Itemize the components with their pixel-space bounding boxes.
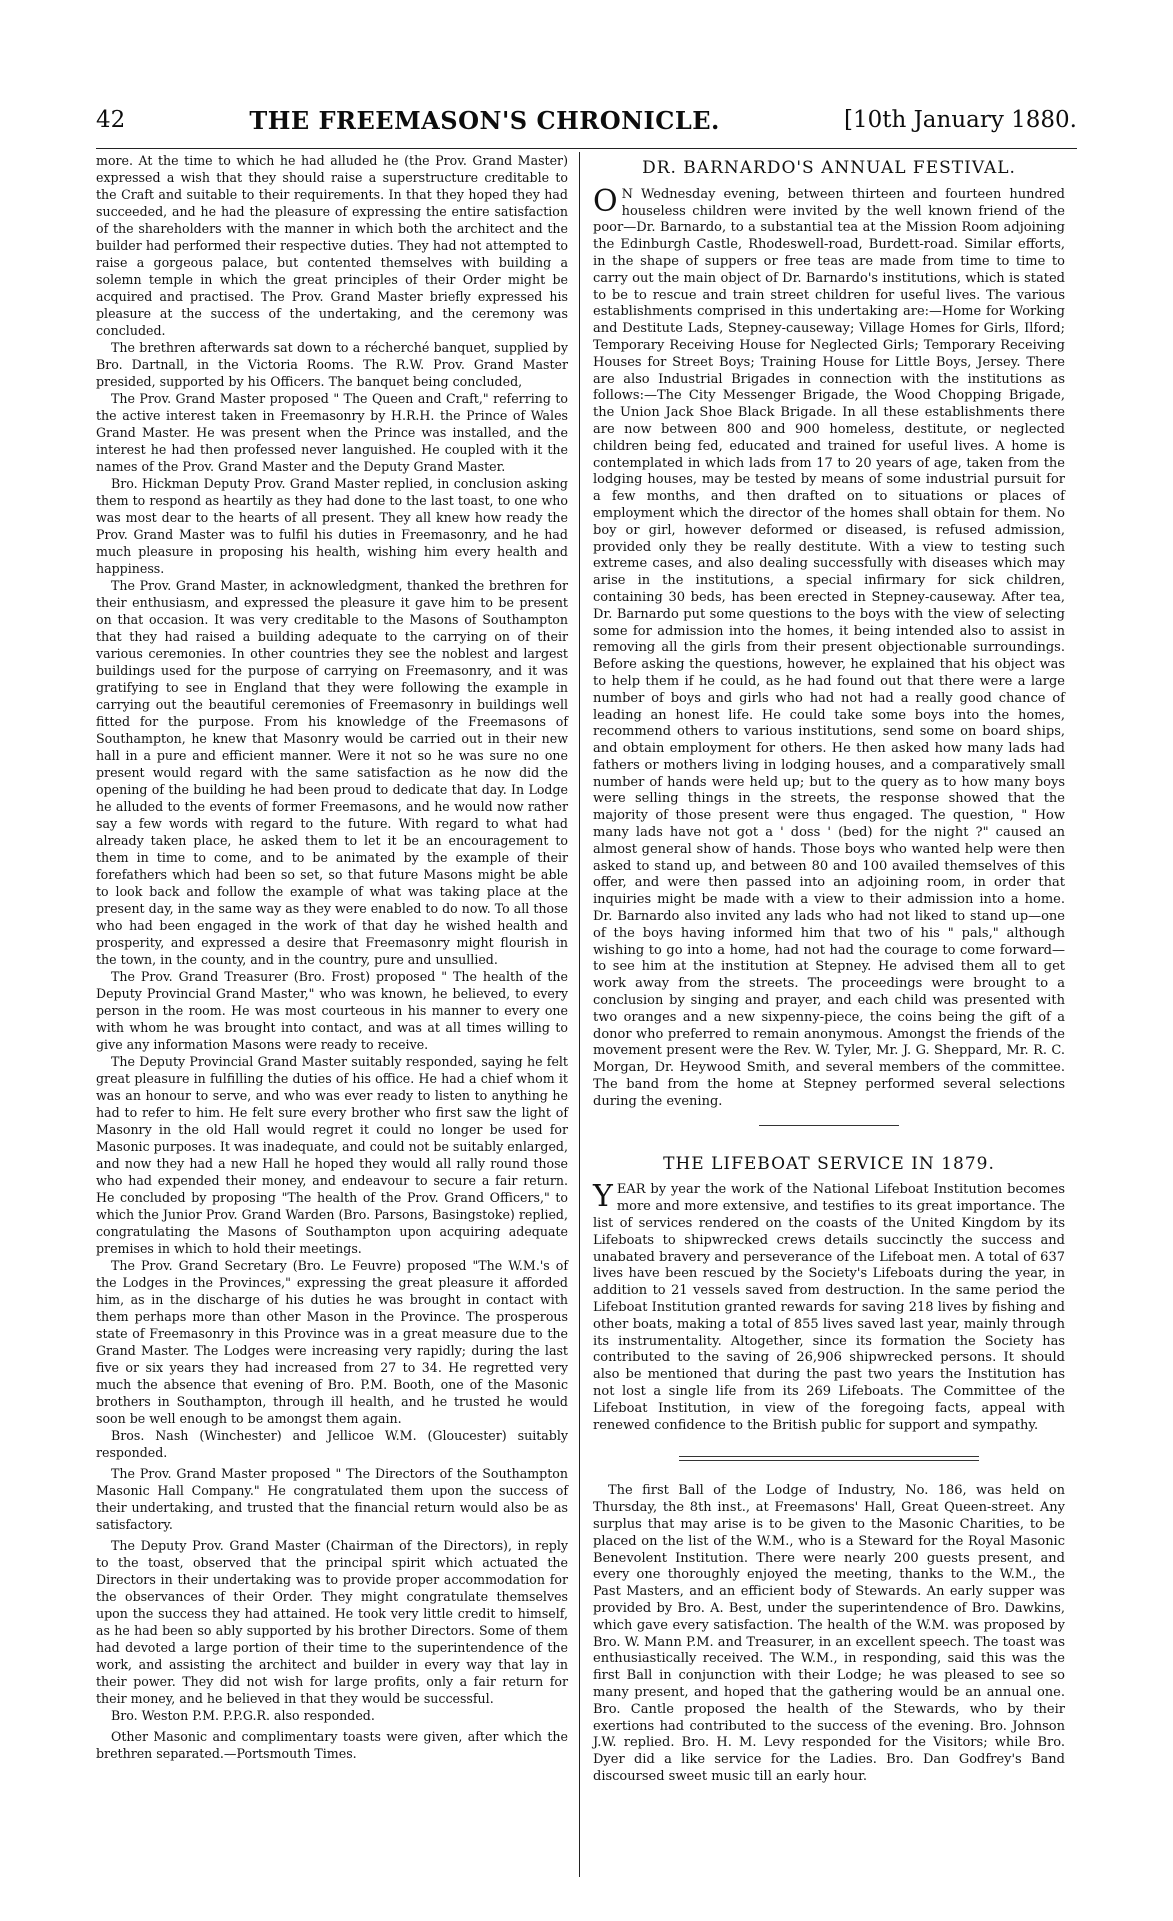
left-column (96, 152, 568, 1762)
article-paragraph: The Prov. Grand Master, in acknowledgment, thanked the brethren for their enthusiasm, and expressed the pleasure it gave him to be present on that occasion. It was very creditable to the Masons of Southampton that they had raised a building adequate to the carrying on of their various ceremonies. In other countries they see the noblest and largest buildings used for the purpose of carrying on Freemasonry, and it was gratifying to see in England that they were following the example in carrying out the beautiful ceremonies of Freemasonry in buildings well fitted for the purpose. From his knowledge of the Freemasons of Southampton, he knew that Masonry would be carried out in their new hall in a pure and efficient manner. Were it not so he was sure no one present would regard with the same satisfaction as he now did the opening of the building he had been proud to dedicate that day. In Lodge he alluded to the events of former Freemasons, and he would now rather say a few words with regard to the future. With regard to what had already taken place, he asked them to let it be an encouragement to them in time to come, and to be animated by the example of their forefathers which had been so set, so that future Masons might be able to look back and follow the example of what was taking place at the present day, in the same way as they were enabled to do now. To all those who had been engaged in the work of that day he wished health and prosperity, and expressed a desire that Freemasonry might flourish in the town, in the county, and in the country, pure and unsullied. (96, 578, 568, 967)
lifeboat-article (593, 1153, 1065, 1462)
lifeboat-body (593, 1179, 1065, 1434)
article-paragraph: The brethren afterwards sat down to a récherché banquet, supplied by Bro. Dartnall, in the Victoria Rooms. The R.W. Prov. Grand Master presided, supported by his Officers. The banquet being concluded, (96, 340, 568, 389)
article-paragraph: The Prov. Grand Master proposed " The Queen and Craft," referring to the active interest taken in Freemasonry by H.R.H. the Prince of Wales Grand Master. He was present when the Prince was installed, and the interest he had then professed never languished. He coupled with it the names of the Prov. Grand Master and the Deputy Grand Master. (96, 391, 568, 474)
barnardo-body (593, 183, 1065, 1111)
article-paragraph: The Deputy Prov. Grand Master (Chairman of the Directors), in reply to the toast, observed that the principal spirit which actuated the Directors in their undertaking was to provide proper accommodation for the observances of their Order. They might congratulate themselves upon the success they had attained. He took very little credit to himself, as he had been so ably supported by his brother Directors. Some of them had devoted a large portion of their time to the superintendence of the work, and assisting the architect and builder in every way that lay in their power. They did not wish for large profits, only a fair return for their money, and he believed in that they would be successful. (96, 1538, 568, 1706)
section-divider (759, 1125, 899, 1126)
barnardo-text: N Wednesday evening, between thirteen and fourteen hundred houseless children were invited by the well known friend of the poor—Dr. Barnardo, to a substantial tea at the Mission Room adjoining the Edinburgh Castle, Rhodeswell-road, Burdett-road. Similar efforts, in the shape of suppers or free teas are made from time to time to carry out the main object of Dr. Barnardo's institutions, which is stated to be to rescue and train street children for useful lives. The various establishments comprised in this undertaking are:—Home for Working and Destitute Lads, Stepney-causeway; Village Homes for Girls, Ilford; Temporary Receiving House for Neglected Girls; Temporary Receiving Houses for Street Boys; Training House for Little Boys, Jersey. There are also Industrial Brigades in connection with the institutions as follows:—The City Messenger Brigade, the Wood Chopping Brigade, the Union Jack Shoe Black Brigade. In all these establishments there are now between 800 and 900 homeless, destitute, or neglected children being fed, educated and trained for useful lives. A home is contemplated in which lads from 17 to 20 years of age, taken from the lodging houses, may be tested by means of some industrial pursuit for a few months, and then drafted on to situations or places of employment which the director of the homes shall obtain for them. No boy or girl, however deformed or diseased, is refused admission, provided only they be really destitute. With a view to testing such extreme cases, and also dealing successfully with diseases which may arise in the institutions, a special infirmary for sick children, containing 30 beds, has been erected in Stepney-causeway. After tea, Dr. Barnardo put some questions to the boys with the view of selecting some for admission into the homes, it being intended also to assist in removing all the girls from their present objectionable surroundings. Before asking the questions, however, he explained that his object was to help them if he could, as he had found out that there were a large number of boys and girls who had not had a really good chance of leading an honest life. He could take some boys into the homes, recommend others to various institutions, send some on board ships, and obtain employment for others. He then asked how many lads had fathers or mothers living in lodging houses, and a comparatively small number of hands were held up; but to the query as to how many boys were selling things in the streets, the response showed that the majority of those present were thus engaged. The question, " How many lads have not got a ' doss ' (bed) for the night ?" caused an almost general show of hands. Those boys who wanted help were then asked to stand up, and between 80 and 100 availed themselves of this offer, and were then passed into an adjoining room, in order that inquiries might be made with a view to their admission into a home. Dr. Barnardo also invited any lads who had not liked to stand up—one of the boys having informed him that two of his " pals," although wishing to go into a home, had not had the courage to come forward—to see him at the institution at Stepney. He advised them all to get work away from the streets. The proceedings were brought to a conclusion by singing and prayer, and each child was presented with two oranges and a new sixpenny-piece, the coins being the gift of a donor who preferred to remain anonymous. Amongst the friends of the movement present were the Rev. W. Tyler, Mr. J. G. Sheppard, Mr. R. C. Morgan, Dr. Heywood Smith, and several members of the committee. The band from the home at Stepney performed several selections during the evening. (593, 186, 1065, 1109)
header-rule (96, 148, 1077, 149)
barnardo-headline: DR. BARNARDO'S ANNUAL FESTIVAL. (642, 158, 1016, 178)
masthead-title: THE FREEMASON'S CHRONICLE. (249, 105, 720, 135)
article-paragraph: Other Masonic and complimentary toasts were given, after which the brethren separated.—Portsmouth Times. (96, 1729, 568, 1761)
lodge-ball-article (593, 1483, 1065, 1785)
lodge-ball-text: The first Ball of the Lodge of Industry, No. 186, was held on Thursday, the 8th inst., at Freemasons' Hall, Great Queen-street. Any surplus that may arise is to be given to the Masonic Charities, to be placed on the list of the W.M., who is a Steward for the Royal Masonic Benevolent Institution. There were nearly 200 guests present, and every one thoroughly enjoyed the meeting, thanks to the W.M., the Past Masters, and an efficient body of Stewards. An early supper was provided by Bro. A. Best, under the superintendence of Bro. Dawkins, which gave every satisfaction. The health of the W.M. was proposed by Bro. W. Mann P.M. and Treasurer, in an excellent speech. The toast was enthusiastically received. The W.M., in responding, said this was the first Ball in conjunction with their Lodge; he was pleased to see so many present, and hoped that the gathering would be an annual one. Bro. Cantle proposed the health of the Stewards, who by their exertions had contributed to the success of the evening. Bro. Johnson J.W. replied. Bro. H. M. Levy responded for the Visitors; while Bro. Dyer did a like service for the Ladies. Bro. Dan Godfrey's Band discoursed sweet music till an early hour. (593, 1483, 1065, 1784)
lifeboat-dropcap: Y (593, 1179, 613, 1215)
article-paragraph: Bros. Nash (Winchester) and Jellicoe W.M. (Gloucester) suitably responded. (96, 1428, 568, 1460)
issue-date: [10th January 1880. (843, 107, 1077, 133)
lifeboat-headline: THE LIFEBOAT SERVICE IN 1879. (663, 1153, 995, 1174)
right-column (593, 152, 1065, 1786)
lifeboat-text: EAR by year the work of the National Lifeboat Institution becomes more and more extensive, and testifies to its great importance. The list of services rendered on the coasts of the United Kingdom by its Lifeboats to shipwrecked crews details succinctly the success and unabated bravery and perseverance of the Lifeboat men. A total of 637 lives have been rescued by the Society's Lifeboats during the year, in addition to 21 vessels saved from destruction. In the same period the Lifeboat Institution granted rewards for saving 218 lives by fishing and other boats, making a total of 855 lives saved last year, mainly through its instrumentality. Altogether, since its formation the Society has contributed to the saving of 26,906 shipwrecked persons. It should also be mentioned that during the past two years the Institution has not lost a single life from its 269 Lifeboats. The Committee of the Lifeboat Institution, in view of the foregoing facts, appeal with renewed confidence to the British public for support and sympathy. (593, 1182, 1065, 1433)
barnardo-article (593, 160, 1065, 1126)
article-paragraph: The Deputy Provincial Grand Master suitably responded, saying he felt great pleasure in fulfilling the duties of his office. He had a chief whom it was an honour to serve, and who was ever ready to listen to anything he had to refer to him. He felt sure every brother who first saw the light of Masonry in the old Hall would regret it could no longer be used for Masonic purposes. It was inadequate, and could not be suitably enlarged, and now they had a new Hall he hoped they would all rally round those who had expended their money, and endeavour to secure a fair return. He concluded by proposing "The health of the Prov. Grand Officers," to which the Junior Prov. Grand Warden (Bro. Parsons, Basingstoke) replied, congratulating the Masons of Southampton upon acquiring adequate premises in which to hold their meetings. (96, 1054, 568, 1256)
page-header (96, 96, 1077, 144)
article-paragraph: The Prov. Grand Treasurer (Bro. Frost) proposed " The health of the Deputy Provincial Grand Master," who was known, he believed, to every person in the room. He was most courteous in his manner to every one with whom he was brought into contact, and was at all times willing to give any information Masons were ready to receive. (96, 969, 568, 1052)
barnardo-dropcap: O (593, 183, 618, 219)
article-paragraph: The Prov. Grand Secretary (Bro. Le Feuvre) proposed "The W.M.'s of the Lodges in the Provinces," expressing the great pleasure it afforded him, as in the discharge of his duties he was brought in contact with them perhaps more than other Mason in the Province. The prosperous state of Freemasonry in this Province was in a great measure due to the Grand Master. The Lodges were increasing very rapidly; during the last five or six years they had increased from 27 to 34. He regretted very much the absence that evening of Bro. P.M. Booth, one of the Masonic brothers in Southampton, through ill health, and he trusted he would soon be well enough to be amongst them again. (96, 1258, 568, 1426)
page-number: 42 (96, 107, 126, 133)
article-paragraph: Bro. Weston P.M. P.P.G.R. also responded. (111, 1708, 375, 1723)
column-divider (579, 152, 580, 1877)
article-paragraph: more. At the time to which he had alluded he (the Prov. Grand Master) expressed a wish that they should raise a superstructure creditable to the Craft and suitable to their requirements. In that they hoped they had succeeded, and he had the pleasure of expressing the entire satisfaction of the shareholders with the manner in which both the architect and the builder had performed their respective duties. They had not attempted to raise a gorgeous palace, but contented themselves with building a solemn temple in which the great principles of their Order might be acquired and practised. The Prov. Grand Master briefly expressed his pleasure at the success of the undertaking, and the ceremony was concluded. (96, 153, 568, 338)
article-paragraph: The Prov. Grand Master proposed " The Directors of the Southampton Masonic Hall Company." He congratulated them upon the success of their undertaking, and trusted that the financial return would also be as satisfactory. (96, 1466, 568, 1532)
section-double-divider (679, 1456, 979, 1461)
article-paragraph: Bro. Hickman Deputy Prov. Grand Master replied, in conclusion asking them to respond as heartily as they had done to the last toast, to one who was most dear to the hearts of all present. They all knew how ready the Prov. Grand Master was to fulfil his duties in Freemasonry, and he had much pleasure in proposing his health, wishing him every health and happiness. (96, 476, 568, 576)
